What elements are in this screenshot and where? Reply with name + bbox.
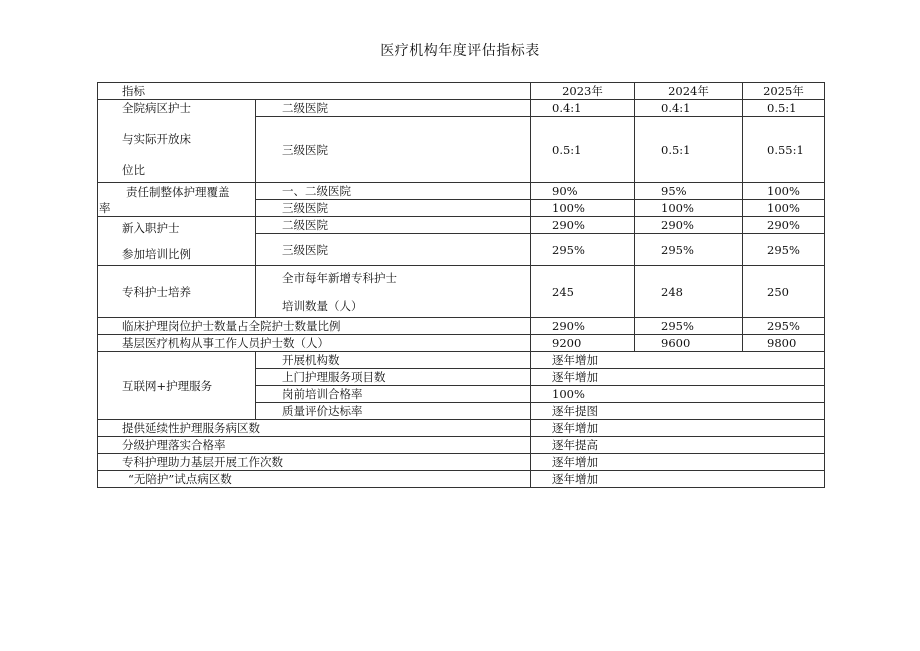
primary-label: 基层医疗机构从事工作人员护士数（人）: [98, 335, 531, 352]
internet-item: 开展机构数: [256, 352, 531, 369]
nocompanion-label: “无陪护”试点病区数: [98, 471, 531, 488]
specialist-label: 专科护士培养: [98, 266, 256, 318]
table-row: [98, 454, 825, 471]
specialist-sub: 全市每年新增专科护士 培训数量（人）: [256, 266, 531, 318]
table-row: [98, 471, 825, 488]
newnurse-label: 新入职护士 参加培训比例: [98, 217, 256, 266]
cell-value: 295%: [531, 234, 635, 266]
grading-label: 分级护理落实合格率: [98, 437, 531, 454]
coverage-sub2: 三级医院: [256, 200, 531, 217]
cell-value: 逐年增加: [531, 454, 825, 471]
cell-value: 100%: [635, 200, 743, 217]
internet-label: 互联网+护理服务: [98, 352, 256, 420]
cell-value: 100%: [743, 183, 825, 200]
cell-value: 290%: [531, 318, 635, 335]
ratio-sub1: 二级医院: [256, 100, 531, 117]
assist-label: 专科护理助力基层开展工作次数: [98, 454, 531, 471]
newnurse-sub2: 三级医院: [256, 234, 531, 266]
coverage-sub1: 一、二级医院: [256, 183, 531, 200]
cell-value: 290%: [635, 217, 743, 234]
cell-value: 295%: [635, 234, 743, 266]
table-row: [98, 335, 825, 352]
cell-value: 逐年增加: [531, 352, 825, 369]
internet-item: 上门护理服务项目数: [256, 369, 531, 386]
cell-value: 295%: [635, 318, 743, 335]
cell-value: 逐年提高: [531, 437, 825, 454]
cell-value: 逐年提图: [531, 403, 825, 420]
table-row: [98, 352, 825, 369]
header-2025: 2025年: [743, 83, 825, 100]
cell-value: 0.4:1: [531, 100, 635, 117]
indicator-table: [97, 82, 825, 488]
header-2024: 2024年: [635, 83, 743, 100]
table-row: [98, 420, 825, 437]
internet-item: 岗前培训合格率: [256, 386, 531, 403]
cell-value: 9800: [743, 335, 825, 352]
cell-value: 9600: [635, 335, 743, 352]
newnurse-sub1: 二级医院: [256, 217, 531, 234]
cell-value: 0.5:1: [531, 117, 635, 183]
table-row: [98, 100, 825, 117]
ratio-sub2: 三级医院: [256, 117, 531, 183]
clinical-label: 临床护理岗位护士数量占全院护士数量比例: [98, 318, 531, 335]
internet-item: 质量评价达标率: [256, 403, 531, 420]
cell-value: 0.5:1: [635, 117, 743, 183]
cell-value: 逐年增加: [531, 420, 825, 437]
cell-value: 290%: [743, 217, 825, 234]
cell-value: 100%: [743, 200, 825, 217]
continuity-label: 提供延续性护理服务病区数: [98, 420, 531, 437]
table-row: [98, 266, 825, 318]
table-row: [98, 183, 825, 200]
cell-value: 逐年增加: [531, 369, 825, 386]
cell-value: 248: [635, 266, 743, 318]
cell-value: 0.55:1: [743, 117, 825, 183]
cell-value: 295%: [743, 318, 825, 335]
header-2023: 2023年: [531, 83, 635, 100]
page-title: 医疗机构年度评估指标表: [380, 43, 540, 59]
cell-value: 0.5:1: [743, 100, 825, 117]
cell-value: 逐年增加: [531, 471, 825, 488]
cell-value: 9200: [531, 335, 635, 352]
table-row: [98, 437, 825, 454]
ratio-label: 全院病区护士 与实际开放床 位比: [98, 100, 256, 183]
cell-value: 290%: [531, 217, 635, 234]
table-row: [98, 217, 825, 234]
cell-value: 100%: [531, 386, 825, 403]
table-row: [98, 318, 825, 335]
cell-value: 95%: [635, 183, 743, 200]
cell-value: 90%: [531, 183, 635, 200]
header-row: [98, 83, 825, 100]
header-indicator: 指标: [98, 83, 531, 100]
cell-value: 245: [531, 266, 635, 318]
cell-value: 100%: [531, 200, 635, 217]
coverage-label: 责任制整体护理覆盖 率: [98, 183, 256, 217]
cell-value: 250: [743, 266, 825, 318]
cell-value: 295%: [743, 234, 825, 266]
cell-value: 0.4:1: [635, 100, 743, 117]
